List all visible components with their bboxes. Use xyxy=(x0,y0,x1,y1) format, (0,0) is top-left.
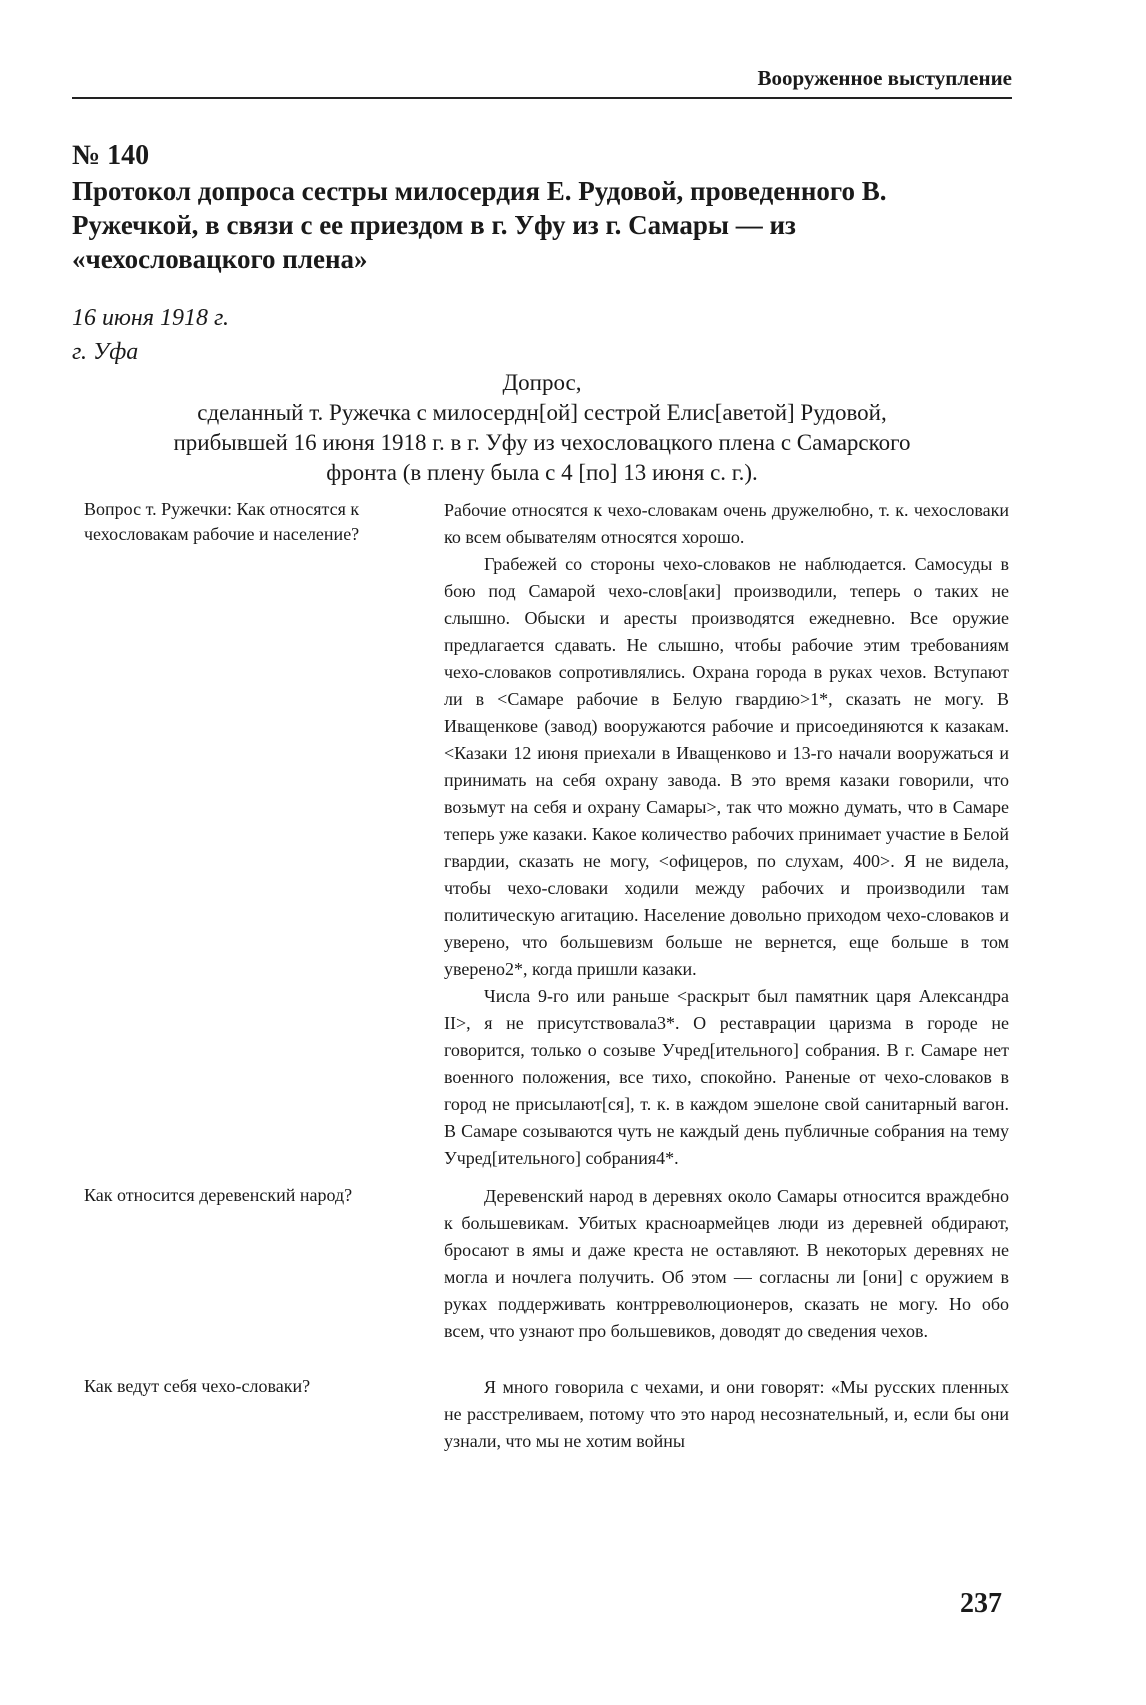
question: Вопрос т. Ружечки: Как относятся к чехословакам рабочие и население? xyxy=(84,499,360,544)
intro-line: сделанный т. Ружечка с милосердн[ой] сестрой Елис[аветой] Рудовой, xyxy=(197,400,887,425)
answer-paragraph: Я много говорила с чехами, и они говорят: «Мы русских пленных не расстреливаем, потому что это народ несознательный, и, если бы они узнали, что мы не хотим войны xyxy=(444,1377,1009,1451)
page-number: 237 xyxy=(960,1588,1002,1619)
answer-paragraph: Грабежей со стороны чехо-словаков не наблюдается. Самосуды в бою под Самарой чехо-слов[аки] производили, теперь о таких не слышно. Обыски и аресты производятся ежедневно. Все оружие предлагается сдавать. Не слышно, чтобы рабочие этим требованиям чехо-словаков сопротивлялись. Охрана города в руках чехов. Вступают ли в <Самаре рабочие в Белую гвардию>1*, сказать не могу. В Иващенкове (завод) вооружаются рабочие и присоединяются к казакам. <Казаки 12 июня приехали в Иващенково и 13-го начали вооружаться и принимать на себя охрану завода. В это время казаки говорили, что возьмут на себя и охрану Самары>, так что можно думать, что в Самаре теперь уже казаки. Какое количество рабочих принимает участие в Белой гвардии, сказать не могу, <офицеров, по слухам, 400>. Я не видела, чтобы чехо-словаки ходили между рабочих и производили там политическую агитацию. Население довольно приходом чехо-словаков и уверено, что большевизм больше не вернется, еще больше в том уверено2*, когда пришли казаки. xyxy=(444,554,1009,979)
document-number: № 140 xyxy=(72,140,150,171)
running-header: Вооруженное выступление xyxy=(72,66,1012,99)
document-date: 16 июня 1918 г. xyxy=(72,305,230,331)
answer-paragraph: Деревенский народ в деревнях около Самары относится враждебно к большевикам. Убитых красноармейцев люди из деревней обдирают, бросают в ямы и даже креста не оставляют. В некоторых деревнях не могла и ночлега получить. Об этом — согласны ли [они] с оружием в руках поддерживать контрреволюционеров, сказать не могу. Но обо всем, что узнают про большевиков, доводят до сведения чехов. xyxy=(444,1186,1009,1341)
document-title: Протокол допроса сестры милосердия Е. Рудовой, проведенного В. Ружечкой, в связи с ее приездом в г. Уфу из г. Самары — из «чехословацкого плена» xyxy=(72,176,887,274)
question: Как относится деревенский народ? xyxy=(84,1185,353,1205)
answer-paragraph: Числа 9-го или раньше <раскрыт был памятник царя Александра II>, я не присутствовала3*. О реставрации царизма в городе не говорится, только о созыве Учред[ительного] собрания. В г. Самаре нет военного положения, все тихо, спокойно. Раненые от чехо-словаков в город не присылают[ся], т. к. в каждом эшелоне свой санитарный вагон. В Самаре созываются чуть не каждый день публичные собрания на тему Учред[ительного] собрания4*. xyxy=(444,986,1009,1168)
interrogation-intro xyxy=(72,368,1012,488)
intro-heading: Допрос, xyxy=(502,370,582,395)
intro-line: фронта (в плену была с 4 [по] 13 июня с. г.). xyxy=(326,460,758,485)
answer xyxy=(444,1374,1009,1455)
intro-line: прибывшей 16 июня 1918 г. в г. Уфу из чехословацкого плена с Самарского xyxy=(173,430,911,455)
answer xyxy=(444,1183,1009,1345)
question: Как ведут себя чехо-словаки? xyxy=(84,1376,311,1396)
document-place: г. Уфа xyxy=(72,339,139,365)
answer-paragraph: Рабочие относятся к чехо-словакам очень дружелюбно, т. к. чехословаки ко всем обывателям относятся хорошо. xyxy=(444,500,1009,547)
answer xyxy=(444,497,1009,1172)
